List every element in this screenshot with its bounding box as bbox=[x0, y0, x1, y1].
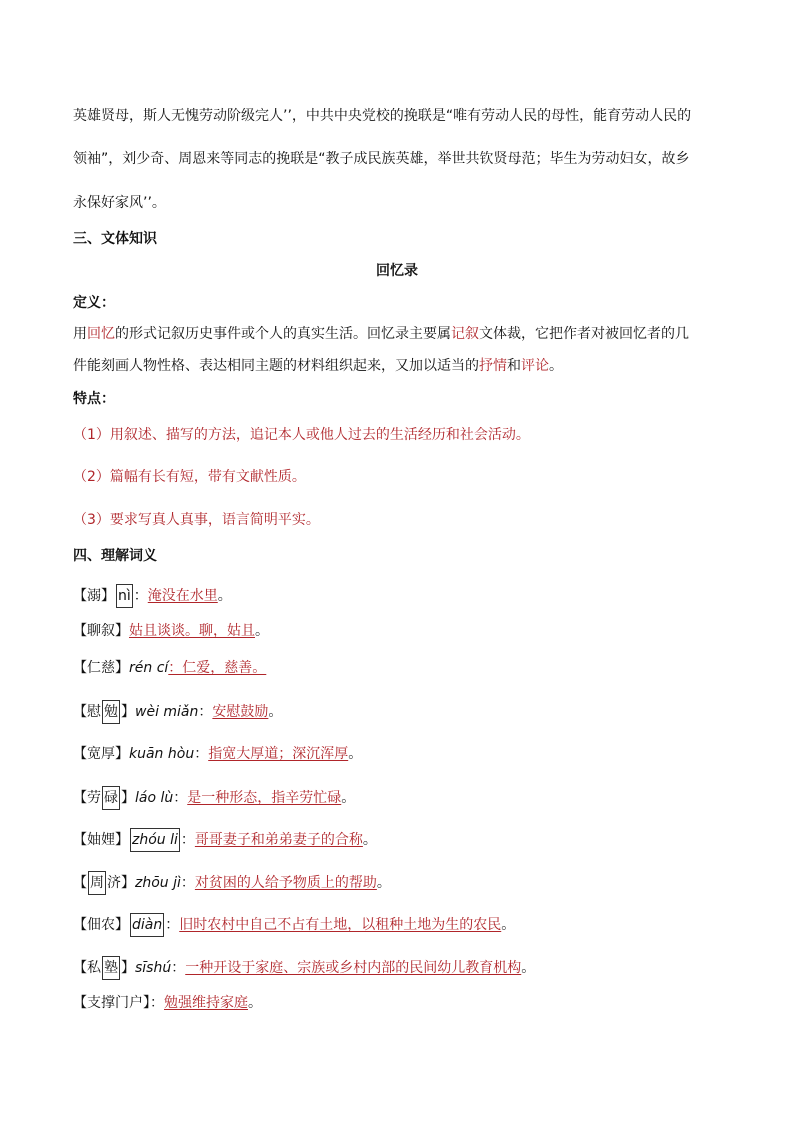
vocab-word: 【妯娌】 bbox=[73, 832, 129, 848]
vocab-item bbox=[73, 658, 266, 678]
def-keyword-narrative: 记叙 bbox=[451, 326, 479, 342]
definition-label: 定义： bbox=[73, 295, 115, 311]
vocab-word: 【宽厚】 bbox=[73, 746, 129, 762]
vocab-item bbox=[73, 744, 362, 764]
vocab-item bbox=[73, 786, 355, 810]
section-4-heading: 四、理解词义 bbox=[73, 548, 157, 564]
vocab-definition: 勉强维持家庭 bbox=[164, 995, 248, 1011]
vocab-boxed-pinyin: zhóu li bbox=[130, 828, 180, 852]
vocab-word: 【私 bbox=[73, 960, 101, 976]
vocab-colon: ： bbox=[180, 832, 195, 848]
vocab-word: 【 bbox=[73, 875, 87, 891]
def-keyword-lyric: 抒情 bbox=[479, 358, 507, 374]
vocab-item bbox=[73, 956, 535, 980]
vocab-colon: ： bbox=[150, 995, 164, 1011]
vocab-word: 【溺】 bbox=[73, 588, 115, 604]
vocab-definition: 安慰鼓励 bbox=[212, 704, 269, 720]
vocab-item bbox=[73, 913, 515, 937]
vocab-colon: ： bbox=[165, 917, 180, 933]
vocab-definition: 是一种形态，指辛劳忙碌 bbox=[187, 790, 342, 806]
vocab-period: 。 bbox=[248, 995, 262, 1011]
vocab-definition: 哥哥妻子和弟弟妻子的合称 bbox=[194, 832, 363, 848]
vocab-item bbox=[73, 584, 232, 608]
vocab-boxed-char: 勉 bbox=[102, 700, 120, 724]
vocab-colon: ： bbox=[198, 704, 213, 720]
features-label: 特点： bbox=[73, 391, 115, 407]
def-keyword-recall: 回忆 bbox=[87, 326, 115, 342]
vocab-bracket: 】 bbox=[121, 790, 135, 806]
vocab-pinyin: sīshú bbox=[135, 960, 172, 976]
vocab-colon: ： bbox=[194, 746, 209, 762]
vocab-pinyin: láo lù bbox=[135, 790, 174, 806]
vocab-word: 【劳 bbox=[73, 790, 101, 806]
vocab-definition: 淹没在水里 bbox=[147, 588, 218, 604]
vocab-bracket: 】 bbox=[121, 704, 135, 720]
def-keyword-comment: 评论 bbox=[521, 358, 549, 374]
vocab-word: 【聊叙】 bbox=[73, 623, 129, 639]
vocab-period: 。 bbox=[501, 917, 516, 933]
memoir-title: 回忆录 bbox=[376, 263, 418, 279]
feature-item: （1）用叙述、描写的方法，追记本人或他人过去的生活经历和社会活动。 bbox=[73, 427, 530, 443]
vocab-item bbox=[73, 993, 262, 1013]
vocab-boxed-pinyin: diàn bbox=[130, 913, 164, 937]
vocab-colon: ： bbox=[171, 960, 186, 976]
vocab-period: 。 bbox=[376, 875, 391, 891]
intro-line-1: 英雄贤母，斯人无愧劳动阶级完人’’，中共中央党校的挽联是“唯有劳动人民的母性，能育劳动人民的 bbox=[73, 108, 692, 124]
intro-line-3: 永保好家风’’。 bbox=[73, 195, 166, 211]
vocab-period: 。 bbox=[341, 790, 356, 806]
vocab-bracket: 】 bbox=[121, 960, 135, 976]
vocab-bracket: 济】 bbox=[107, 875, 135, 891]
section-3-heading: 三、文体知识 bbox=[73, 231, 157, 247]
vocab-definition: 指宽大厚道；深沉浑厚 bbox=[208, 746, 349, 762]
definition-line-1 bbox=[73, 324, 689, 344]
vocab-item bbox=[73, 871, 391, 895]
vocab-period: 。 bbox=[348, 746, 363, 762]
vocab-period: 。 bbox=[362, 832, 377, 848]
vocab-definition: ：仁爱，慈善。 bbox=[168, 660, 267, 676]
vocab-boxed-pinyin: nì bbox=[116, 584, 133, 608]
vocab-definition: 一种开设于家庭、宗族或乡村内部的民间幼儿教育机构 bbox=[185, 960, 522, 976]
def-text: 和 bbox=[507, 358, 521, 374]
definition-line-2 bbox=[73, 356, 563, 376]
vocab-word: 【佃农】 bbox=[73, 917, 129, 933]
intro-line-2: 领袖”，刘少奇、周恩来等同志的挽联是“教子成民族英雄，举世共钦贤母范；毕生为劳动妇女，故乡 bbox=[73, 151, 690, 167]
def-text: 用 bbox=[73, 326, 87, 342]
vocab-item bbox=[73, 621, 269, 641]
def-text: 。 bbox=[549, 358, 563, 374]
vocab-word: 【仁慈】 bbox=[73, 660, 129, 676]
vocab-word: 【支撑门户】 bbox=[73, 995, 150, 1011]
vocab-period: 。 bbox=[521, 960, 536, 976]
vocab-pinyin: zhōu jì bbox=[135, 875, 181, 891]
vocab-boxed-char: 碌 bbox=[102, 786, 120, 810]
vocab-definition: 对贫困的人给予物质上的帮助 bbox=[194, 875, 377, 891]
vocab-boxed-char: 周 bbox=[88, 871, 106, 895]
vocab-period: 。 bbox=[268, 704, 283, 720]
vocab-definition: 旧时农村中自己不占有土地，以租种土地为生的农民 bbox=[179, 917, 502, 933]
def-text: 文体裁，它把作者对被回忆者的几 bbox=[479, 326, 689, 342]
vocab-period: 。 bbox=[217, 588, 232, 604]
vocab-period: 。 bbox=[255, 623, 269, 639]
def-text: 的形式记叙历史事件或个人的真实生活。回忆录主要属 bbox=[115, 326, 451, 342]
vocab-pinyin: wèi miǎn bbox=[135, 704, 199, 720]
vocab-item bbox=[73, 828, 377, 852]
vocab-item bbox=[73, 700, 282, 724]
def-text: 件能刻画人物性格、表达相同主题的材料组织起来，又加以适当的 bbox=[73, 358, 479, 374]
vocab-colon: ： bbox=[180, 875, 195, 891]
vocab-colon: ： bbox=[133, 588, 148, 604]
vocab-colon: ： bbox=[173, 790, 188, 806]
vocab-definition: 姑且谈谈。聊，姑且 bbox=[129, 623, 255, 639]
vocab-word: 【慰 bbox=[73, 704, 101, 720]
vocab-pinyin: kuān hòu bbox=[129, 746, 195, 762]
vocab-pinyin: rén cí bbox=[129, 660, 169, 676]
feature-item: （2）篇幅有长有短，带有文献性质。 bbox=[73, 469, 306, 485]
vocab-boxed-char: 塾 bbox=[102, 956, 120, 980]
feature-item: （3）要求写真人真事，语言简明平实。 bbox=[73, 512, 320, 528]
